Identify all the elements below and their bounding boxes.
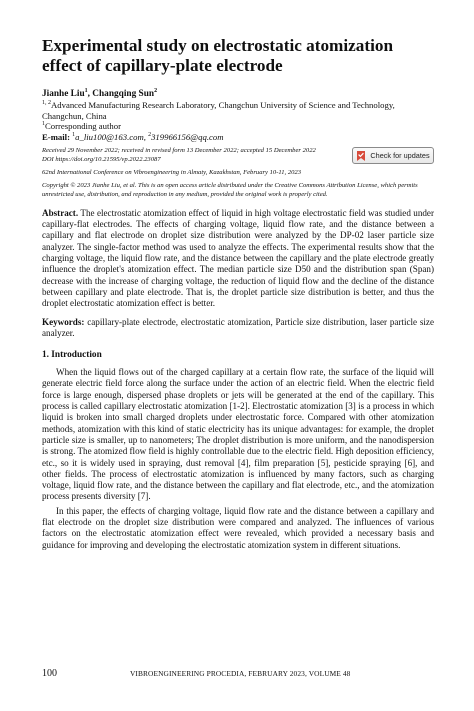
abstract-label: Abstract. [42,207,79,218]
affiliation [42,100,434,121]
page-footer [42,668,434,682]
journal-running-footer: VIBROENGINEERING PROCEDIA, FEBRUARY 2023, VOLUME 48 [130,669,351,678]
email-1-mark: 1 [72,131,76,138]
keywords-text: capillary-plate electrode, electrostatic atomization, Particle size distribution, laser particle size analyzer. [42,316,434,338]
check-for-updates-button[interactable] [352,147,434,164]
email-separator: , [143,131,149,142]
affiliation-text: Advanced Manufacturing Research Laboratory, Changchun University of Science and Technology, Changchun, China [42,100,395,121]
email-2-link[interactable]: 319966156@qq.com [151,131,224,142]
author-2: Changqing Sun [92,89,155,99]
corresponding-mark: 1 [42,121,45,128]
conference-line: 62nd International Conference on Vibroengineering in Almaty, Kazakhstan, February 10-11, 2023 [42,168,302,176]
author-1: Jianhe Liu [42,89,85,99]
author-list [42,89,434,100]
affiliation-mark: 1, 2 [42,100,51,107]
section-heading-introduction: 1. Introduction [42,350,102,361]
keywords [42,317,434,340]
author-1-affil-mark: 1 [84,87,88,94]
corresponding-text: Corresponding author [45,121,122,132]
intro-paragraph-2: In this paper, the effects of charging voltage, liquid flow rate and the distance between a capillary and flat electrode on the droplet size distribution were compared and analyzed. The influences of various factors on the electrostatic atomization effect were revealed, which provided a necessary basis and guidance for improving and developing the electrostatic atomization system in different situations. [42,505,434,550]
check-for-updates-label: Check for updates [370,151,430,161]
page-number: 100 [42,668,57,679]
abstract [42,208,434,310]
email-2-mark: 2 [148,131,152,138]
doi-link[interactable]: DOI https://doi.org/10.21595/vp.2022.23087 [42,155,161,163]
author-2-affil-mark: 2 [154,87,158,94]
keywords-label: Keywords: [42,316,85,327]
publication-dates-block [42,147,434,164]
email-line [42,132,434,143]
paper-title: Experimental study on electrostatic atomization effect of capillary-plate electrode [42,36,394,75]
crossmark-icon [356,150,366,162]
copyright-notice: Copyright © 2023 Jianhe Liu, et al. This is an open access article distributed under the Creative Commons Attribution License, which permits unrestricted use, distribution, and reproduction in any medium, provided the original work is properly cited. [42,182,418,198]
paper-page [42,36,434,551]
abstract-text: The electrostatic atomization effect of liquid in high voltage electrostatic field was studied under capillary-flat electrodes. The effects of charging voltage, liquid flow rate, and the distance between a capillary and flat electrode on droplet size distribution were analyzed by the DP-02 laser particle size analyzer. The single-factor method was used to analyze the effects. The experimental results show that the charging voltage, the liquid flow rate, and the distance between the capillary and the plate electrode greatly influence the droplet's atomization effect. The median particle size D50 and the distribution span (Span) decrease with the increase of charging voltage, the reduction of liquid flow and the decline of the distance between capillary and plate electrode. That is, the droplet particle size distribution is better, and thus the droplet electrostatic atomization effect is better. [42,207,434,309]
email-label: E-mail: [42,131,70,142]
corresponding-author [42,121,434,132]
author-separator: , [87,89,93,99]
received-dates: Received 29 November 2022; received in revised form 13 December 2022; accepted 15 December 2022 [42,147,316,155]
intro-paragraph-1: When the liquid flows out of the charged capillary at a certain flow rate, the surface of the liquid will generate electric field force along the surface under the action of an electric field. When the electric field force is large enough, dispersed phase droplets or jets will be generated at the end of the capillary. This process is called capillary electrostatic atomization [1-2]. Electrostatic atomization [3] is a process in which liquid is broken into small charged droplets under electrostatic force. Compared with other atomization methods, atomization with this kind of static electricity has its unique advantages: for example, the droplet particle size is smaller, up to nanometers; The droplet distribution is more uniform, and the nanodispersion is strong. The atomized flow field is highly controllable due to the electric field. High deposition efficiency, etc., so it is widely used in spraying, dust removal [4], film preparation [5], pesticide spraying [6], and other fields. The process of electrostatic atomization is influenced by many factors, such as charging voltage, liquid flow rate, and the distance between the capillary and flat electrode, etc., and the atomization process presents diversity [7]. [42,367,434,502]
email-1-link[interactable]: a_liu100@163.com [75,131,144,142]
